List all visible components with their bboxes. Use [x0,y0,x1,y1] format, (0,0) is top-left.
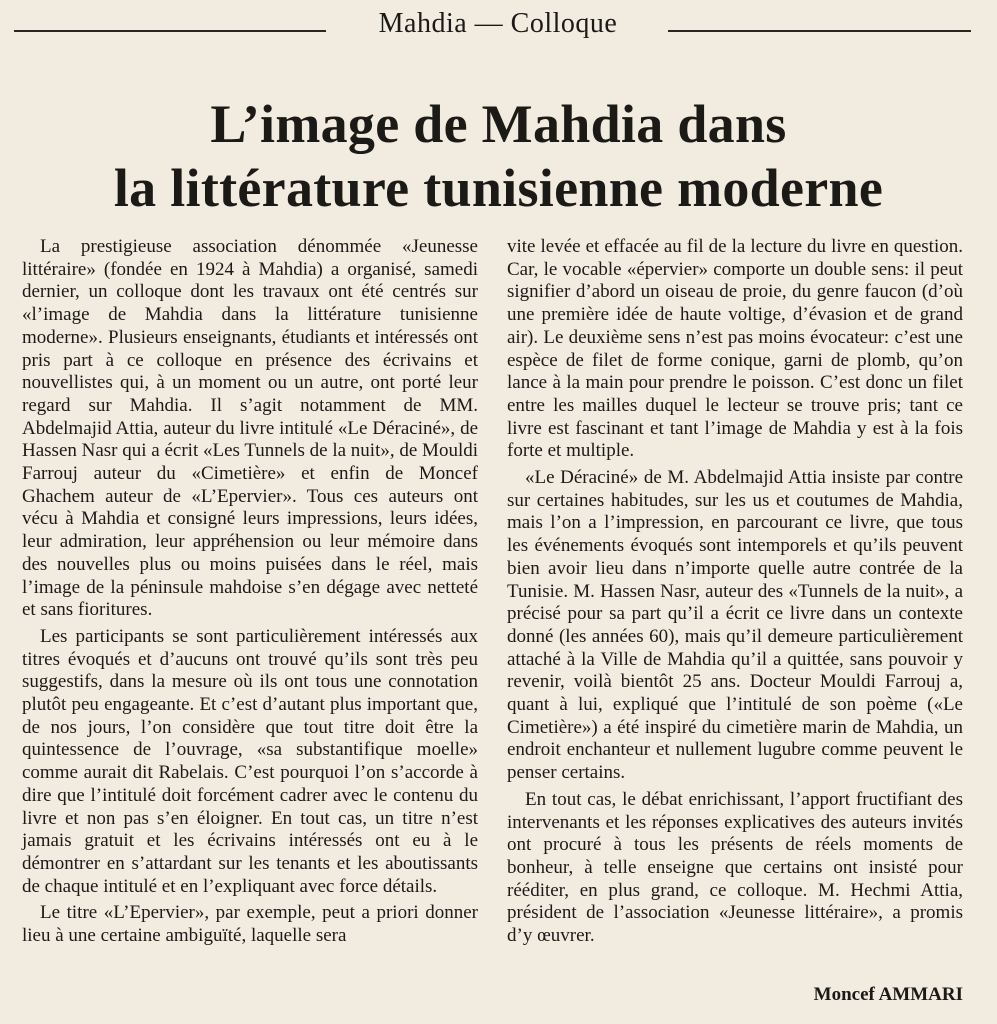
paragraph: En tout cas, le débat enrichissant, l’apport fructifiant des intervenants et les réponses explicatives des auteurs invités ont procuré à tous les présents de réels moments de bonheur, à telle enseigne que certains ont insisté pour rééditer, en plus grand, ce colloque. M. Hechmi Attia, président de l’association «Jeunesse littéraire», a promis d’y œuvrer. [507,788,963,947]
rubric-label: Mahdia — Colloque [378,8,618,39]
rubric-rule-right [668,30,971,32]
paragraph: «Le Déraciné» de M. Abdelmajid Attia insiste par contre sur certaines habitudes, sur les us et coutumes de Mahdia, mais l’on a l’impression, en parcourant ce livre, que tous les événements évoqués sont intemporels et qu’ils peuvent bien avoir lieu dans n’importe quelle autre contrée de la Tunisie. M. Hassen Nasr, auteur des «Tunnels de la nuit», a précisé pour sa part qu’il a écrit ce livre dans un contexte donné (les années 60), mais qu’il demeure particulièrement attaché à la Ville de Mahdia qu’il a quittée, sans pouvoir y revenir, voilà bientôt 25 ans. Docteur Mouldi Farrouj a, quant à lui, expliqué que l’intitulé de son poème («Le Cimetière») a été inspiré du cimetière marin de Mahdia, un endroit enchanteur et nullement lugubre comme peuvent le penser certains. [507,467,963,784]
author-byline: Moncef AMMARI [813,984,963,1005]
article-headline [20,92,977,220]
section-rubric [0,6,997,42]
paragraph: Les participants se sont particulièrement intéressés aux titres évoqués et d’aucuns ont trouvé qu’ils sont très peu suggestifs, dans la mesure où ils ont tous une connotation plutôt peu engageante. Et c’est d’autant plus important que, de nos jours, l’on considère que tout titre doit être la quintessence de l’ouvrage, «sa substantifique moelle» comme aurait dit Rabelais. C’est pourquoi l’on s’accorde à dire que l’intitulé doit forcément cadrer avec le contenu du livre et non pas s’en éloigner. En tout cas, un titre n’est jamais gratuit et les écrivains intéressés ont eu à le démontrer en s’attardant sur les tenants et les aboutissants de chaque intitulé et en l’expliquant avec force détails. [22,625,478,897]
paragraph: vite levée et effacée au fil de la lecture du livre en question. Car, le vocable «épervier» comporte un double sens: il peut signifier d’abord un oiseau de proie, du genre faucon (d’où une première idée de haute voltige, d’évasion et de grand air). Le deuxième sens n’est pas moins évocateur: c’est une espèce de filet de forme conique, garni de plomb, qu’on lance à la main pour prendre le poisson. C’est donc un filet entre les mailles duquel le lecteur se trouve pris; tant ce livre est fascinant et tant l’image de Mahdia y est à la fois forte et multiple. [507,236,963,462]
article-column-left [22,236,478,952]
article-column-right [507,236,963,952]
headline-line-2: la littérature tunisienne moderne [113,158,884,218]
rubric-rule-left [14,30,326,32]
headline-line-1: L’image de Mahdia dans [210,94,787,154]
paragraph: Le titre «L’Epervier», par exemple, peut a priori donner lieu à une certaine ambiguïté, laquelle sera [22,902,478,947]
paragraph: La prestigieuse association dénommée «Jeunesse littéraire» (fondée en 1924 à Mahdia) a organisé, samedi dernier, un colloque dont les travaux ont été centrés sur «l’image de Mahdia dans la littérature tunisienne moderne». Plusieurs enseignants, étudiants et intéressés ont pris part à ce colloque en présence des écrivains et nouvellistes qui, à un moment ou un autre, ont porté leur regard sur Mahdia. Il s’agit notamment de MM. Abdelmajid Attia, auteur du livre intitulé «Le Déraciné», de Hassen Nasr qui a écrit «Les Tunnels de la nuit», de Mouldi Farrouj auteur du «Cimetière» et enfin de Moncef Ghachem auteur de «L’Epervier». Tous ces auteurs ont vécu à Mahdia et consigné leurs impressions, leurs idées, leur admiration, leur appréhension ou leur mémoire dans des nouvelles plus ou moins puisées dans le réel, mais l’image de la péninsule mahdoise s’en dégage avec netteté et sans fioritures. [22,236,478,621]
